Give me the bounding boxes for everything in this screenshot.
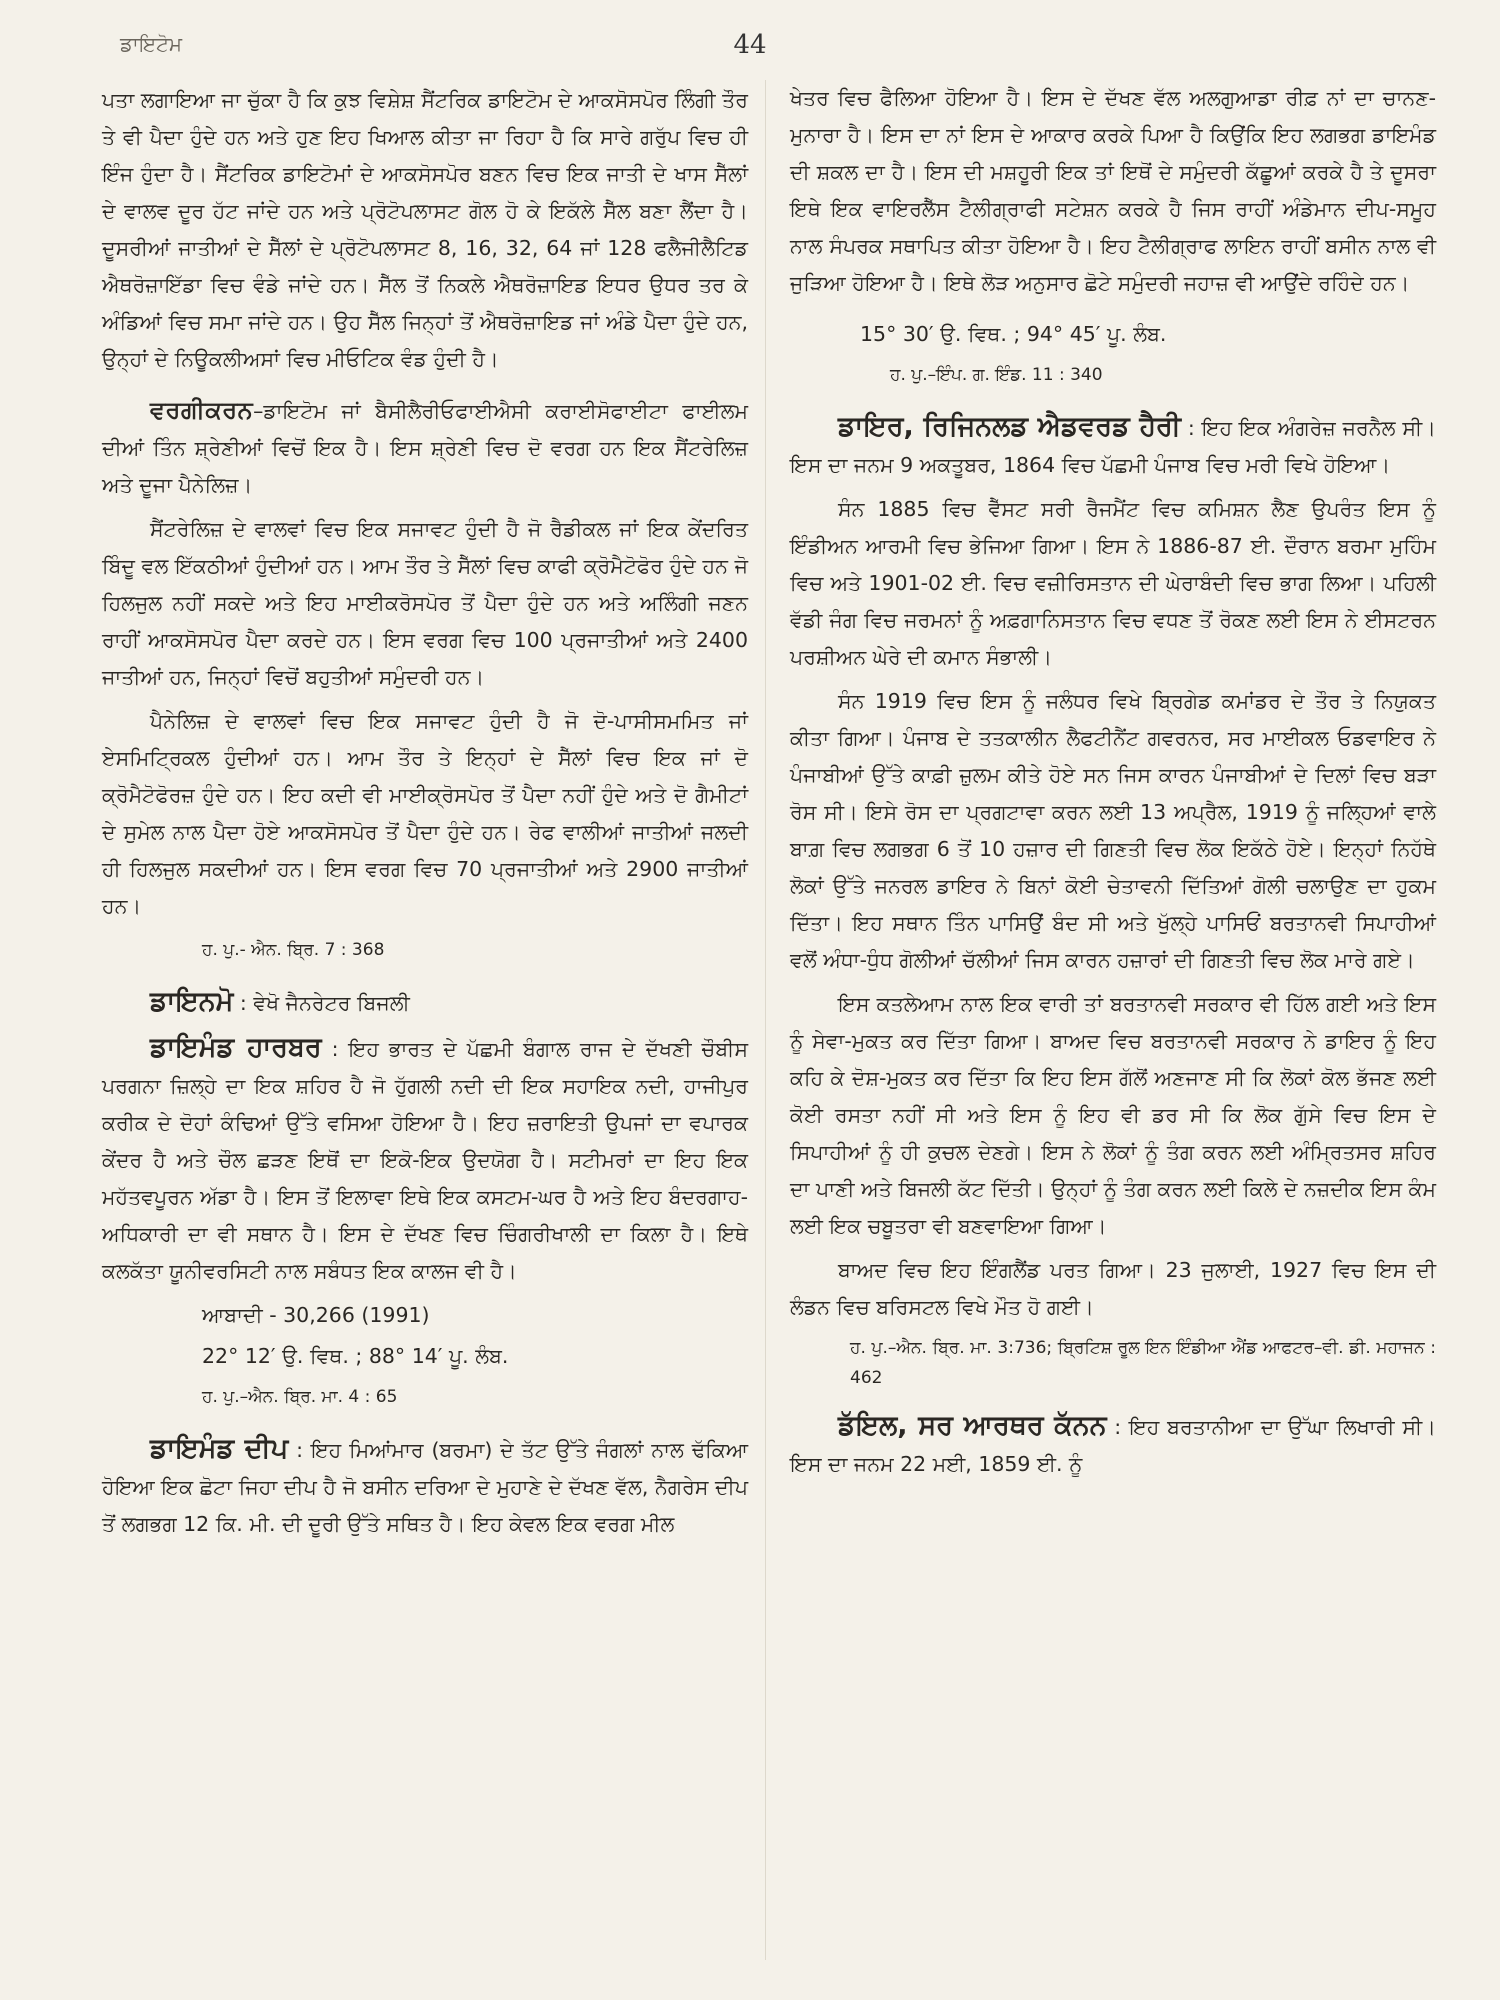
diamond-harbour-heading: ਡਾਇਮੰਡ ਹਾਰਬਰ [150,1032,322,1063]
diamond-island-continued: ਖੇਤਰ ਵਿਚ ਫੈਲਿਆ ਹੋਇਆ ਹੈ। ਇਸ ਦੇ ਦੱਖਣ ਵੱਲ ਅਲਗੁਆਡਾ ਰੀਫ਼ ਨਾਂ ਦਾ ਚਾਨਣ-ਮੁਨਾਰਾ ਹੈ। ਇਸ ਦਾ ਨਾਂ ਇਸ ਦੇ ਆਕਾਰ ਕਰਕੇ ਪਿਆ ਹੈ ਕਿਉਂਕਿ ਇਹ ਲਗਭਗ ਡਾਇਮੰਡ ਦੀ ਸ਼ਕਲ ਦਾ ਹੈ। ਇਸ ਦੀ ਮਸ਼ਹੂਰੀ ਇਕ ਤਾਂ ਇਥੋਂ ਦੇ ਸਮੁੰਦਰੀ ਕੱਛੂਆਂ ਕਰਕੇ ਹੈ ਤੇ ਦੂਸਰਾ ਇਥੇ ਇਕ ਵਾਇਰਲੈੱਸ ਟੈਲੀਗ੍ਰਾਫੀ ਸਟੇਸ਼ਨ ਕਰਕੇ ਹੈ ਜਿਸ ਰਾਹੀਂ ਅੰਡੇਮਾਨ ਦੀਪ-ਸਮੂਹ ਨਾਲ ਸੰਪਰਕ ਸਥਾਪਿਤ ਕੀਤਾ ਹੋਇਆ ਹੈ। ਇਹ ਟੈਲੀਗ੍ਰਾਫ ਲਾਇਨ ਰਾਹੀਂ ਬਸੀਨ ਨਾਲ ਵੀ ਜੁੜਿਆ ਹੋਇਆ ਹੈ। ਇਥੇ ਲੋੜ ਅਨੁਸਾਰ ਛੋਟੇ ਸਮੁੰਦਰੀ ਜਹਾਜ਼ ਵੀ ਆਉਂਦੇ ਰਹਿੰਦੇ ਹਨ। [790,86,1436,295]
dyer-text: : ਇਹ ਇਕ ਅੰਗਰੇਜ਼ ਜਰਨੈਲ ਸੀ। ਇਸ ਦਾ ਜਨਮ 9 ਅਕਤੂਬਰ, 1864 ਵਿਚ ਪੱਛਮੀ ਪੰਜਾਬ ਵਿਚ ਮਰੀ ਵਿਖੇ ਹੋਇਆ। [790,416,1436,477]
pennales-paragraph: ਪੈਨੇਲਿਜ਼ ਦੇ ਵਾਲਵਾਂ ਵਿਚ ਇਕ ਸਜਾਵਟ ਹੁੰਦੀ ਹੈ ਜੋ ਦੋ-ਪਾਸੀਸਮਮਿਤ ਜਾਂ ਏਸਮਿਟ੍ਰਿਕਲ ਹੁੰਦੀਆਂ ਹਨ। ਆਮ ਤੌਰ ਤੇ ਇਨ੍ਹਾਂ ਦੇ ਸੈੱਲਾਂ ਵਿਚ ਇਕ ਜਾਂ ਦੋ ਕ੍ਰੋਮੈਟੋਫੋਰਜ਼ ਹੁੰਦੇ ਹਨ। ਇਹ ਕਦੀ ਵੀ ਮਾਈਕ੍ਰੋਸਪੋਰ ਤੋਂ ਪੈਦਾ ਨਹੀਂ ਹੁੰਦੇ ਅਤੇ ਦੋ ਗੈਮੀਟਾਂ ਦੇ ਸੁਮੇਲ ਨਾਲ ਪੈਦਾ ਹੋਏ ਆਕਸੋਸਪੋਰ ਤੋਂ ਪੈਦਾ ਹੁੰਦੇ ਹਨ। ਰੇਫ ਵਾਲੀਆਂ ਜਾਤੀਆਂ ਜਲਦੀ ਹੀ ਹਿਲਜੁਲ ਸਕਦੀਆਂ ਹਨ। ਇਸ ਵਰਗ ਵਿਚ 70 ਪ੍ਰਜਾਤੀਆਂ ਅਤੇ 2900 ਜਾਤੀਆਂ ਹਨ। [102,709,748,918]
diamond-harbour-text: : ਇਹ ਭਾਰਤ ਦੇ ਪੱਛਮੀ ਬੰਗਾਲ ਰਾਜ ਦੇ ਦੱਖਣੀ ਚੌਬੀਸ ਪਰਗਨਾ ਜ਼ਿਲ੍ਹੇ ਦਾ ਇਕ ਸ਼ਹਿਰ ਹੈ ਜੋ ਹੁੱਗਲੀ ਨਦੀ ਦੀ ਇਕ ਸਹਾਇਕ ਨਦੀ, ਹਾਜੀਪੁਰ ਕਰੀਕ ਦੇ ਦੋਹਾਂ ਕੰਢਿਆਂ ਉੱਤੇ ਵਸਿਆ ਹੋਇਆ ਹੈ। ਇਹ ਜ਼ਰਾਇਤੀ ਉਪਜਾਂ ਦਾ ਵਪਾਰਕ ਕੇਂਦਰ ਹੈ ਅਤੇ ਚੌਲ ਛੜਣ ਇਥੋਂ ਦਾ ਇਕੋ-ਇਕ ਉਦਯੋਗ ਹੈ। ਸਟੀਮਰਾਂ ਦਾ ਇਹ ਇਕ ਮਹੱਤਵਪੂਰਨ ਅੱਡਾ ਹੈ। ਇਸ ਤੋਂ ਇਲਾਵਾ ਇਥੇ ਇਕ ਕਸਟਮ-ਘਰ ਹੈ ਅਤੇ ਇਹ ਬੰਦਰਗਾਹ-ਅਧਿਕਾਰੀ ਦਾ ਵੀ ਸਥਾਨ ਹੈ। ਇਸ ਦੇ ਦੱਖਣ ਵਿਚ ਚਿੰਗਰੀਖਾਲੀ ਦਾ ਕਿਲਾ ਹੈ। ਇਥੇ ਕਲਕੱਤਾ ਯੂਨੀਵਰਸਿਟੀ ਨਾਲ ਸਬੰਧਤ ਇਕ ਕਾਲਜ ਵੀ ਹੈ। [102,1037,748,1283]
coordinates-1: 22° 12′ ਉ. ਵਿਥ. ; 88° 14′ ਪੂ. ਲੰਬ. [202,1344,509,1368]
reference-3: ਹ. ਪੁ.–ਇੰਪ. ਗ. ਇੰਡ. 11 : 340 [890,365,1103,385]
doyle-text: : ਇਹ ਬਰਤਾਨੀਆ ਦਾ ਉੱਘਾ ਲਿਖਾਰੀ ਸੀ। ਇਸ ਦਾ ਜਨਮ 22 ਮਈ, 1859 ਈ. ਨੂੰ [790,1415,1436,1476]
diamond-island-heading: ਡਾਇਮੰਡ ਦੀਪ [150,1433,289,1464]
doyle-heading: ਡੱਇਲ, ਸਰ ਆਰਥਰ ਕੱਨਨ [838,1410,1107,1441]
page-number: 44 [733,30,767,60]
population: ਆਬਾਦੀ - 30,266 (1991) [202,1303,430,1327]
classification-text: –ਡਾਇਟੋਮ ਜਾਂ ਬੈਸੀਲੈਰੀਓਫਾਈਐਸੀ ਕਰਾਈਸੋਫਾਈਟਾ ਫਾਈਲਮ ਦੀਆਂ ਤਿੰਨ ਸ਼੍ਰੇਣੀਆਂ ਵਿਚੋਂ ਇਕ ਹੈ। ਇਸ ਸ਼੍ਰੇਣੀ ਵਿਚ ਦੋ ਵਰਗ ਹਨ ਇਕ ਸੈਂਟਰੇਲਿਜ਼ ਅਤੇ ਦੂਜਾ ਪੈਨੇਲਿਜ਼। [102,399,748,497]
classification-heading: ਵਰਗੀਕਰਨ [150,396,254,424]
reference-1: ਹ. ਪੁ.- ਐਨ. ਬ੍ਰਿ. 7 : 368 [202,940,385,960]
running-head: ਡਾਇਟੋਮ [120,32,183,56]
reference-4: ਹ. ਪੁ.–ਐਨ. ਬ੍ਰਿ. ਮਾ. 3:736; ਬ੍ਰਿਟਿਸ਼ ਰੂਲ ਇਨ ਇੰਡੀਆ ਐਂਡ ਆਫਟਰ–ਵੀ. ਡੀ. ਮਹਾਜਨ : 462 [850,1338,1436,1388]
dynamo-heading: ਡਾਇਨਮੋ [150,986,234,1017]
diamond-island-entry [102,1430,748,1543]
dyer-entry [790,408,1436,484]
centrales-paragraph: ਸੈਂਟਰੇਲਿਜ਼ ਦੇ ਵਾਲਵਾਂ ਵਿਚ ਇਕ ਸਜਾਵਟ ਹੁੰਦੀ ਹੈ ਜੋ ਰੈਡੀਕਲ ਜਾਂ ਇਕ ਕੇਂਦਰਿਤ ਬਿੰਦੂ ਵਲ ਇੱਕਠੀਆਂ ਹੁੰਦੀਆਂ ਹਨ। ਆਮ ਤੌਰ ਤੇ ਸੈੱਲਾਂ ਵਿਚ ਕਾਫੀ ਕ੍ਰੋਮੈਟੋਫੋਰ ਹੁੰਦੇ ਹਨ ਜੋ ਹਿਲਜੁਲ ਨਹੀਂ ਸਕਦੇ ਅਤੇ ਇਹ ਮਾਈਕਰੋਸਪੋਰ ਤੋਂ ਪੈਦਾ ਹੁੰਦੇ ਹਨ ਅਤੇ ਅਲਿੰਗੀ ਜਣਨ ਰਾਹੀਂ ਆਕਸੋਸਪੋਰ ਪੈਦਾ ਕਰਦੇ ਹਨ। ਇਸ ਵਰਗ ਵਿਚ 100 ਪ੍ਰਜਾਤੀਆਂ ਅਤੇ 2400 ਜਾਤੀਆਂ ਹਨ, ਜਿਨ੍ਹਾਂ ਵਿਚੋਂ ਬਹੁਤੀਆਂ ਸਮੁੰਦਰੀ ਹਨ। [102,517,748,689]
doyle-entry [790,1407,1436,1483]
reference-2: ਹ. ਪੁ.–ਐਨ. ਬ੍ਰਿ. ਮਾ. 4 : 65 [202,1387,398,1407]
right-column [790,80,1436,1490]
diatom-paragraph: ਪਤਾ ਲਗਾਇਆ ਜਾ ਚੁੱਕਾ ਹੈ ਕਿ ਕੁਝ ਵਿਸ਼ੇਸ਼ ਸੈਂਟਰਿਕ ਡਾਇਟੋਮ ਦੇ ਆਕਸੋਸਪੋਰ ਲਿੰਗੀ ਤੌਰ ਤੇ ਵੀ ਪੈਦਾ ਹੁੰਦੇ ਹਨ ਅਤੇ ਹੁਣ ਇਹ ਖਿਆਲ ਕੀਤਾ ਜਾ ਰਿਹਾ ਹੈ ਕਿ ਸਾਰੇ ਗਰੁੱਪ ਵਿਚ ਹੀ ਇੰਜ ਹੁੰਦਾ ਹੈ। ਸੈਂਟਰਿਕ ਡਾਇਟੋਮਾਂ ਦੇ ਆਕਸੋਸਪੋਰ ਬਣਨ ਵਿਚ ਇਕ ਜਾਤੀ ਦੇ ਖਾਸ ਸੈੱਲਾਂ ਦੇ ਵਾਲਵ ਦੂਰ ਹੱਟ ਜਾਂਦੇ ਹਨ ਅਤੇ ਪ੍ਰੋਟੋਪਲਾਸਟ ਗੋਲ ਹੋ ਕੇ ਇਕੱਲੇ ਸੈੱਲ ਬਣਾ ਲੈਂਦਾ ਹੈ। ਦੂਸਰੀਆਂ ਜਾਤੀਆਂ ਦੇ ਸੈੱਲਾਂ ਦੇ ਪ੍ਰੋਟੋਪਲਾਸਟ 8, 16, 32, 64 ਜਾਂ 128 ਫਲੈਜੀਲੈਟਿਡ ਐਥਰੋਜ਼ਾਇੱਡਾ ਵਿਚ ਵੰਡੇ ਜਾਂਦੇ ਹਨ। ਸੈੱਲ ਤੋਂ ਨਿਕਲੇ ਐਥਰੋਜ਼ਾਇਡ ਇਧਰ ਉਧਰ ਤਰ ਕੇ ਅੰਡਿਆਂ ਵਿਚ ਸਮਾ ਜਾਂਦੇ ਹਨ। ਉਹ ਸੈੱਲ ਜਿਨ੍ਹਾਂ ਤੋਂ ਐਥਰੋਜ਼ਾਇਡ ਜਾਂ ਅੰਡੇ ਪੈਦਾ ਹੁੰਦੇ ਹਨ, ਉਨ੍ਹਾਂ ਦੇ ਨਿਊਕਲੀਅਸਾਂ ਵਿਚ ਮੀਓਟਿਕ ਵੰਡ ਹੁੰਦੀ ਹੈ। [102,88,748,371]
coordinates-2: 15° 30′ ਉ. ਵਿਥ. ; 94° 45′ ਪੂ. ਲੰਬ. [860,322,1167,346]
diamond-harbour-entry [102,1029,748,1290]
dyer-paragraph-5: ਬਾਅਦ ਵਿਚ ਇਹ ਇੰਗਲੈਂਡ ਪਰਤ ਗਿਆ। 23 ਜੁਲਾਈ, 1927 ਵਿਚ ਇਸ ਦੀ ਲੰਡਨ ਵਿਚ ਬਰਿਸਟਲ ਵਿਖੇ ਮੌਤ ਹੋ ਗਈ। [790,1258,1436,1319]
dyer-paragraph-2: ਸੰਨ 1885 ਵਿਚ ਵੈੱਸਟ ਸਰੀ ਰੈਜਮੈਂਟ ਵਿਚ ਕਮਿਸ਼ਨ ਲੈਣ ਉਪਰੰਤ ਇਸ ਨੂੰ ਇੰਡੀਅਨ ਆਰਮੀ ਵਿਚ ਭੇਜਿਆ ਗਿਆ। ਇਸ ਨੇ 1886-87 ਈ. ਦੌਰਾਨ ਬਰਮਾ ਮੁਹਿੰਮ ਵਿਚ ਅਤੇ 1901-02 ਈ. ਵਿਚ ਵਜ਼ੀਰਿਸਤਾਨ ਦੀ ਘੇਰਾਬੰਦੀ ਵਿਚ ਭਾਗ ਲਿਆ। ਪਹਿਲੀ ਵੱਡੀ ਜੰਗ ਵਿਚ ਜਰਮਨਾਂ ਨੂੰ ਅਫ਼ਗਾਨਿਸਤਾਨ ਵਿਚ ਵਧਣ ਤੋਂ ਰੋਕਣ ਲਈ ਇਸ ਨੇ ਈਸਟਰਨ ਪਰਸ਼ੀਅਨ ਘੇਰੇ ਦੀ ਕਮਾਨ ਸੰਭਾਲੀ। [790,497,1436,669]
dyer-paragraph-4: ਇਸ ਕਤਲੇਆਮ ਨਾਲ ਇਕ ਵਾਰੀ ਤਾਂ ਬਰਤਾਨਵੀ ਸਰਕਾਰ ਵੀ ਹਿੱਲ ਗਈ ਅਤੇ ਇਸ ਨੂੰ ਸੇਵਾ-ਮੁਕਤ ਕਰ ਦਿੱਤਾ ਗਿਆ। ਬਾਅਦ ਵਿਚ ਬਰਤਾਨਵੀ ਸਰਕਾਰ ਨੇ ਡਾਇਰ ਨੂੰ ਇਹ ਕਹਿ ਕੇ ਦੋਸ਼-ਮੁਕਤ ਕਰ ਦਿੱਤਾ ਕਿ ਇਹ ਇਸ ਗੱਲੋਂ ਅਣਜਾਣ ਸੀ ਕਿ ਲੋਕਾਂ ਕੋਲ ਭੱਜਣ ਲਈ ਕੋਈ ਰਸਤਾ ਨਹੀਂ ਸੀ ਅਤੇ ਇਸ ਨੂੰ ਇਹ ਵੀ ਡਰ ਸੀ ਕਿ ਲੋਕ ਗੁੱਸੇ ਵਿਚ ਇਸ ਦੇ ਸਿਪਾਹੀਆਂ ਨੂੰ ਹੀ ਕੁਚਲ ਦੇਣਗੇ। ਇਸ ਨੇ ਲੋਕਾਂ ਨੂੰ ਤੰਗ ਕਰਨ ਲਈ ਅੰਮ੍ਰਿਤਸਰ ਸ਼ਹਿਰ ਦਾ ਪਾਣੀ ਅਤੇ ਬਿਜਲੀ ਕੱਟ ਦਿੱਤੀ। ਉਨ੍ਹਾਂ ਨੂੰ ਤੰਗ ਕਰਨ ਲਈ ਕਿਲੇ ਦੇ ਨਜ਼ਦੀਕ ਇਸ ਕੰਮ ਲਈ ਇਕ ਚਬੂਤਰਾ ਵੀ ਬਣਵਾਇਆ ਗਿਆ। [790,992,1436,1238]
dynamo-entry [102,983,748,1022]
dynamo-text: : ਵੇਖੋ ਜੈਨਰੇਟਰ ਬਿਜਲੀ [233,991,410,1015]
dyer-heading: ਡਾਇਰ, ਰਿਜਿਨਲਡ ਐਡਵਰਡ ਹੈਰੀ [838,411,1181,442]
left-column [102,82,748,1550]
dyer-paragraph-3: ਸੰਨ 1919 ਵਿਚ ਇਸ ਨੂੰ ਜਲੰਧਰ ਵਿਖੇ ਬ੍ਰਿਗੇਡ ਕਮਾਂਡਰ ਦੇ ਤੌਰ ਤੇ ਨਿਯੁਕਤ ਕੀਤਾ ਗਿਆ। ਪੰਜਾਬ ਦੇ ਤਤਕਾਲੀਨ ਲੈਫਟੀਨੈਂਟ ਗਵਰਨਰ, ਸਰ ਮਾਈਕਲ ਓਡਵਾਇਰ ਨੇ ਪੰਜਾਬੀਆਂ ਉੱਤੇ ਕਾਫ਼ੀ ਜ਼ੁਲਮ ਕੀਤੇ ਹੋਏ ਸਨ ਜਿਸ ਕਾਰਨ ਪੰਜਾਬੀਆਂ ਦੇ ਦਿਲਾਂ ਵਿਚ ਬੜਾ ਰੋਸ ਸੀ। ਇਸੇ ਰੋਸ ਦਾ ਪ੍ਰਗਟਾਵਾ ਕਰਨ ਲਈ 13 ਅਪ੍ਰੈਲ, 1919 ਨੂੰ ਜਲ੍ਹਿਆਂ ਵਾਲੇ ਬਾਗ਼ ਵਿਚ ਲਗਭਗ 6 ਤੋਂ 10 ਹਜ਼ਾਰ ਦੀ ਗਿਣਤੀ ਵਿਚ ਲੋਕ ਇਕੱਠੇ ਹੋਏ। ਇਨ੍ਹਾਂ ਨਿਹੱਥੇ ਲੋਕਾਂ ਉੱਤੇ ਜਨਰਲ ਡਾਇਰ ਨੇ ਬਿਨਾਂ ਕੋਈ ਚੇਤਾਵਨੀ ਦਿੱਤਿਆਂ ਗੋਲੀ ਚਲਾਉਣ ਦਾ ਹੁਕਮ ਦਿੱਤਾ। ਇਹ ਸਥਾਨ ਤਿੰਨ ਪਾਸਿਉਂ ਬੰਦ ਸੀ ਅਤੇ ਖੁੱਲ੍ਹੇ ਪਾਸਿਓਂ ਬਰਤਾਨਵੀ ਸਿਪਾਹੀਆਂ ਵਲੋਂ ਅੰਧਾ-ਧੁੰਧ ਗੋਲੀਆਂ ਚੱਲੀਆਂ ਜਿਸ ਕਾਰਨ ਹਜ਼ਾਰਾਂ ਦੀ ਗਿਣਤੀ ਵਿਚ ਲੋਕ ਮਾਰੇ ਗਏ। [790,689,1436,972]
classification-entry [102,392,748,504]
diamond-island-text: : ਇਹ ਮਿਆਂਮਾਰ (ਬਰਮਾ) ਦੇ ਤੱਟ ਉੱਤੇ ਜੰਗਲਾਂ ਨਾਲ ਢੱਕਿਆ ਹੋਇਆ ਇਕ ਛੋਟਾ ਜਿਹਾ ਦੀਪ ਹੈ ਜੋ ਬਸੀਨ ਦਰਿਆ ਦੇ ਮੁਹਾਣੇ ਦੇ ਦੱਖਣ ਵੱਲ, ਨੈਗਰੇਸ ਦੀਪ ਤੋਂ ਲਗਭਗ 12 ਕਿ. ਮੀ. ਦੀ ਦੂਰੀ ਉੱਤੇ ਸਥਿਤ ਹੈ। ਇਹ ਕੇਵਲ ਇਕ ਵਰਗ ਮੀਲ [102,1438,748,1536]
column-gutter [765,80,766,1960]
